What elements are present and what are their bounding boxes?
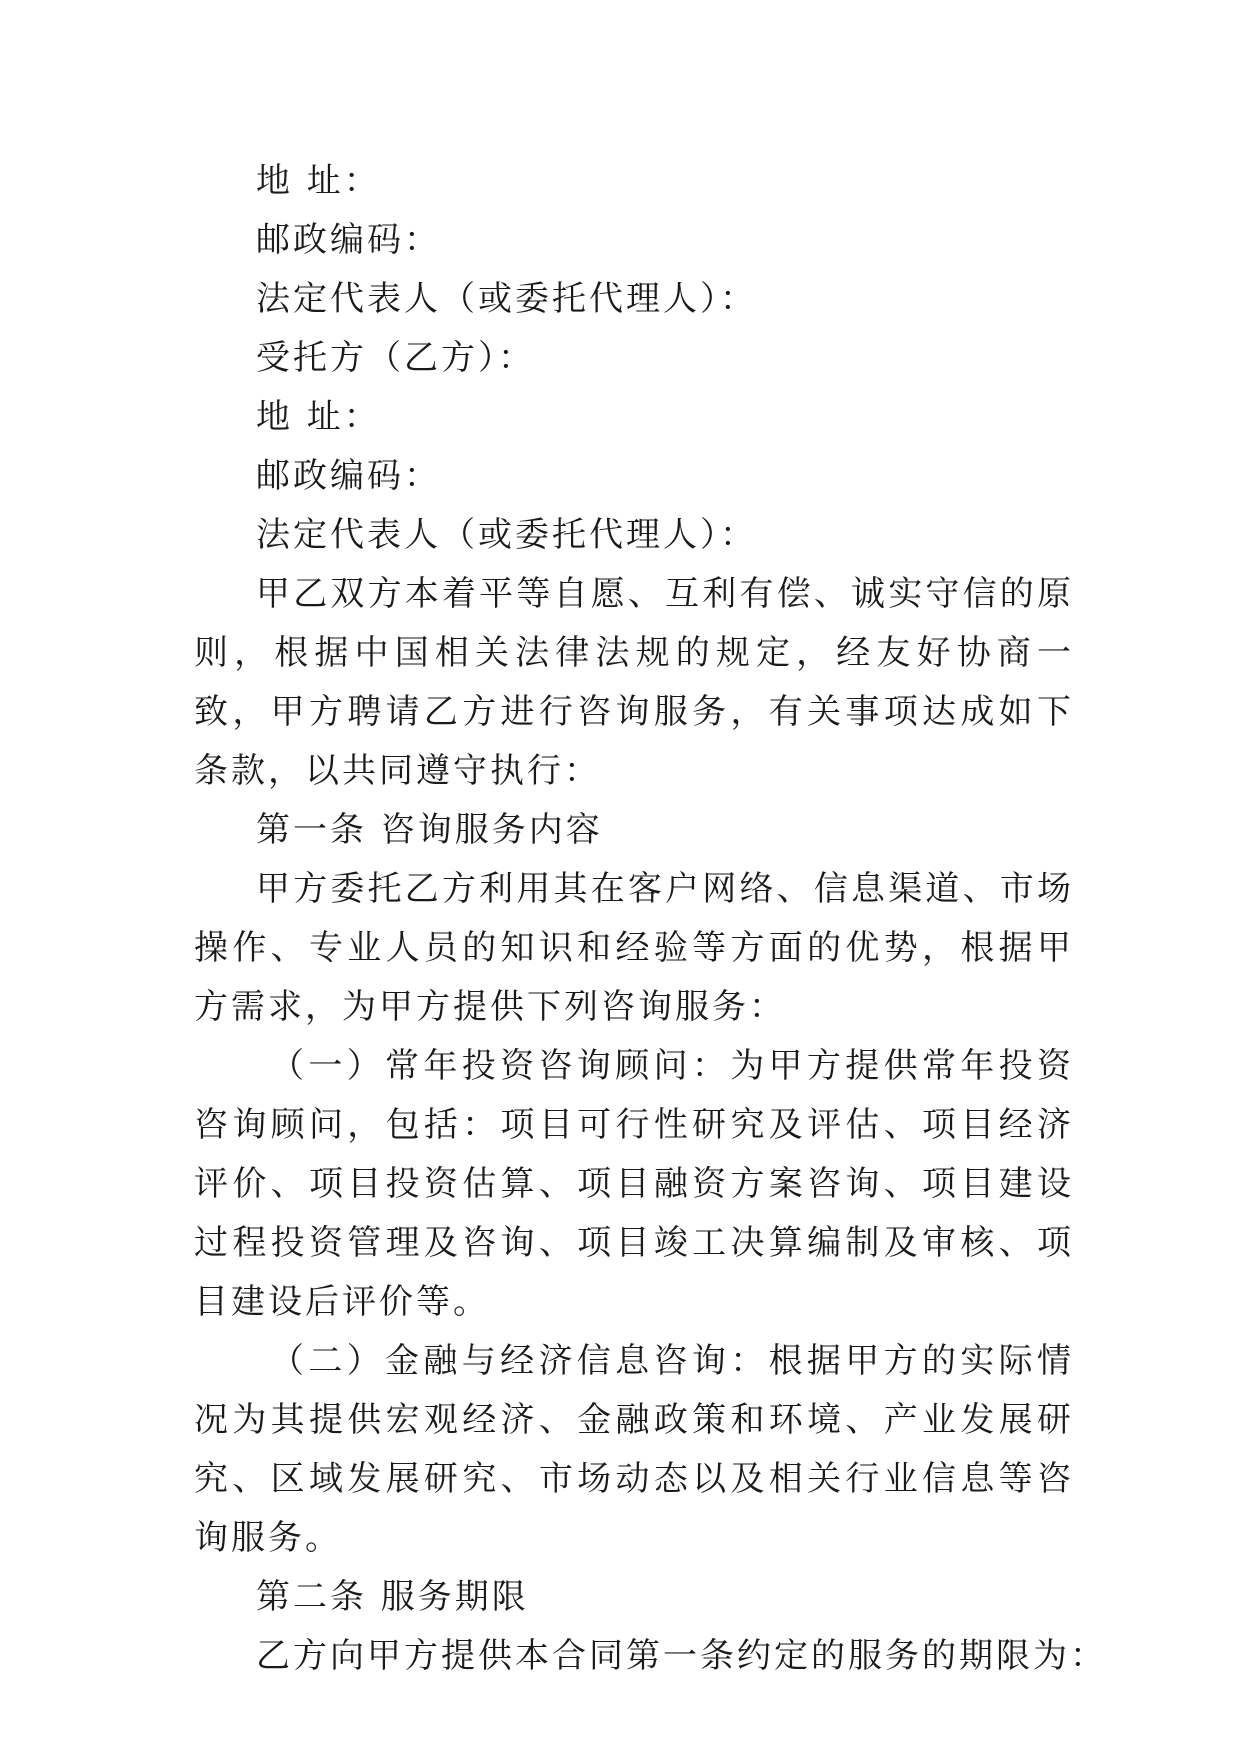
trustee-postal-code-label: 邮政编码： <box>256 456 441 496</box>
article-1-heading: 第一条 咨询服务内容 <box>256 810 603 850</box>
trustee-address-label: 地 址： <box>256 397 381 437</box>
article-2-heading: 第二条 服务期限 <box>256 1577 529 1617</box>
article-2-paragraph: 乙方向甲方提供本合同第一条约定的服务的期限为： <box>256 1636 1107 1676</box>
client-address-label: 地 址： <box>256 161 381 201</box>
client-postal-code-label: 邮政编码： <box>256 220 441 260</box>
trustee-party-label: 受托方（乙方）： <box>256 338 535 378</box>
intro-paragraph: 甲乙双方本着平等自愿、互利有偿、诚实守信的原则，根据中国相关法律法规的规定，经友好协商一致，甲方聘请乙方进行咨询服务，有关事项达成如下条款，以共同遵守执行： <box>194 574 1074 791</box>
article-1-paragraph: 甲方委托乙方利用其在客户网络、信息渠道、市场操作、专业人员的知识和经验等方面的优势，根据甲方需求，为甲方提供下列咨询服务： <box>194 869 1074 1027</box>
article-1-item-2: （二）金融与经济信息咨询：根据甲方的实际情况为其提供宏观经济、金融政策和环境、产业发展研究、区域发展研究、市场动态以及相关行业信息等咨询服务。 <box>194 1341 1074 1558</box>
contract-body <box>194 152 1107 1686</box>
trustee-legal-rep-label: 法定代表人（或委托代理人）： <box>256 515 757 555</box>
article-1-item-1: （一）常年投资咨询顾问：为甲方提供常年投资咨询顾问，包括：项目可行性研究及评估、项目经济评价、项目投资估算、项目融资方案咨询、项目建设过程投资管理及咨询、项目竣工决算编制及审核、项目建设后评价等。 <box>194 1046 1074 1322</box>
client-legal-rep-label: 法定代表人（或委托代理人）： <box>256 279 757 319</box>
